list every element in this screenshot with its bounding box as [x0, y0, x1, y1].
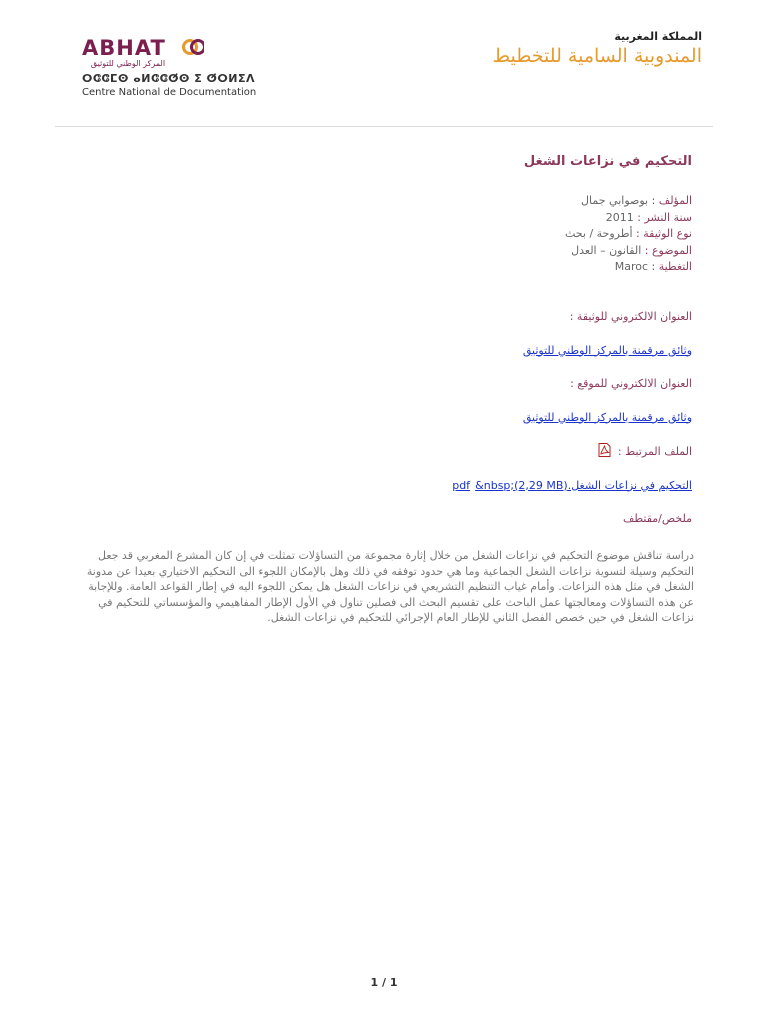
- doc-url-label: العنوان الالكتروني للوثيقة :: [569, 309, 692, 323]
- site-url-link[interactable]: وثائق مرقمنة بالمركز الوطني للتوثيق: [522, 410, 692, 424]
- site-url-label: العنوان الالكتروني للموقع :: [570, 376, 692, 390]
- meta-value: Maroc: [614, 260, 649, 273]
- file-label: الملف المرتبط :: [617, 444, 692, 458]
- brand-subtitle-ar: المركز الوطني للتوثيق: [90, 59, 166, 68]
- meta-label: الموضوع :: [644, 243, 692, 257]
- file-link-row: [76, 474, 692, 494]
- brand-center-fr: Centre National de Documentation: [82, 87, 257, 98]
- page-header: [0, 0, 768, 128]
- document-record: [76, 154, 692, 527]
- brand-name: ABHAT: [82, 36, 166, 60]
- summary-label: ملخص/مقتطف: [622, 511, 692, 525]
- file-row: [76, 443, 692, 460]
- meta-doctype: [76, 226, 692, 243]
- meta-year: [76, 210, 692, 227]
- pdf-icon: [598, 443, 611, 457]
- page-number: 1 / 1: [370, 976, 398, 989]
- meta-label: التغطية :: [651, 260, 692, 273]
- file-size[interactable]: &nbsp;(2,29 MB): [475, 478, 568, 492]
- meta-label: سنة النشر :: [637, 210, 692, 224]
- meta-value: بوصوابي جمال: [581, 194, 649, 207]
- cnd-logo: [82, 32, 282, 102]
- doc-url-link[interactable]: وثائق مرقمنة بالمركز الوطني للتوثيق: [522, 343, 692, 357]
- file-link[interactable]: التحكيم في نزاعات الشغل.pdf: [452, 478, 692, 492]
- document-title: التحكيم في نزاعات الشغل: [523, 154, 692, 169]
- meta-value: أطروحة / بحث: [564, 227, 633, 240]
- meta-author: [76, 193, 692, 210]
- header-divider: [55, 126, 713, 127]
- meta-label: نوع الوثيقة :: [636, 227, 692, 240]
- hcp-text: المندوبية السامية للتخطيط: [492, 45, 702, 67]
- hcp-logo: [492, 30, 702, 68]
- meta-value: 2011: [605, 210, 634, 224]
- meta-coverage: [76, 259, 692, 276]
- rings-logo-icon: [182, 34, 204, 60]
- abstract-text: دراسة تناقش موضوع التحكيم في نزاعات الشغل من خلال إثارة مجموعة من التساؤلات تمثلت في إن كان المشرع المغربي قد جعل التحكيم وسيلة لتسوية نزاعات الشغل الجماعية وما هي حدود توفقه في ذلك وهل بالإمكان اللجوء الى التحكيم الاختياري بعيدا عن مدونة الشغل في مثل هذه النزاعات. وأمام غياب التنظيم التشريعي في نزاعات الشغل هل يمكن اللجوء اليه في إطار القواعد العامة. وللإجابة عن هذه التساؤلات ومعالجتها عمل الباحث على تقسيم البحث الى فصلين تناول في الأول الإطار المفاهيمي والمؤسساتي للتحكيم في نزاعات الشغل في حين خصص الفصل الثاني للإطار العام الإجرائي للتحكيم في نزاعات الشغل.: [86, 549, 694, 624]
- meta-subject: [76, 243, 692, 260]
- brand-tifinagh: ⵔⵛⵛⵎⵙ ⴰⵍⵛⵛⵚⵙ ⵉ ⵚⵔⵍⵉⴷ: [82, 72, 255, 85]
- kingdom-text: المملكة المغربية: [614, 30, 702, 43]
- meta-label: المؤلف :: [651, 194, 692, 207]
- meta-value: القانون – العدل: [571, 243, 642, 257]
